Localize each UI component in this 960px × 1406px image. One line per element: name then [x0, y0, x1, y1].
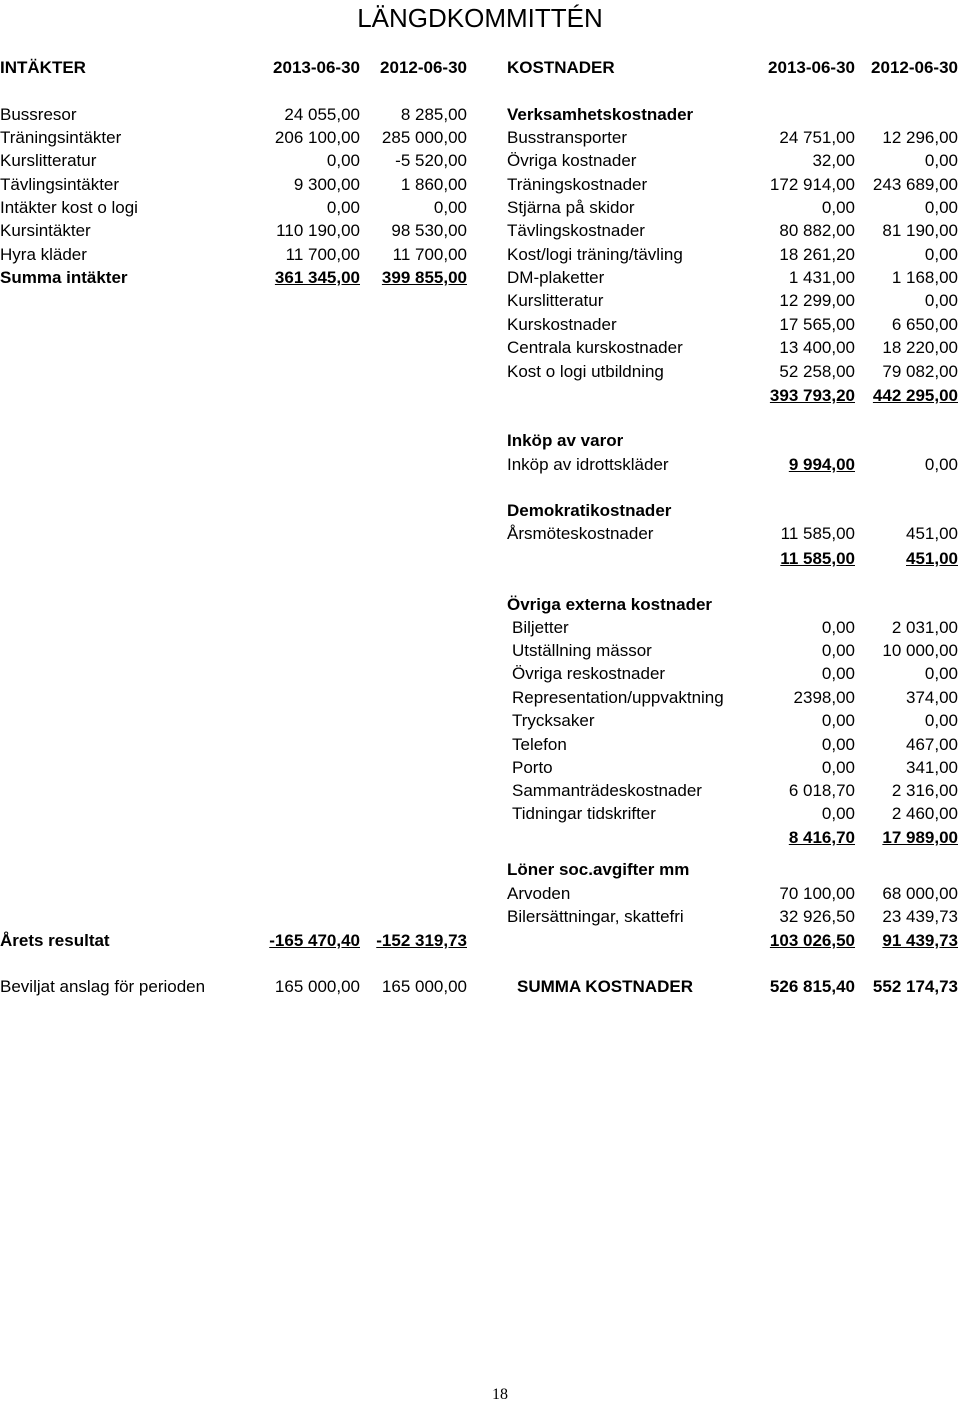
income-label: Kursintäkter — [0, 221, 91, 240]
costs-total-2013: 526 815,40 — [769, 977, 855, 996]
income-row — [0, 243, 470, 266]
income-row — [0, 103, 470, 126]
cost-label: Trycksaker — [512, 711, 595, 730]
cost-value-2013: 0,00 — [821, 711, 855, 730]
cost-label: Representation/uppvaktning — [512, 688, 724, 707]
cost-value-2013: 6 018,70 — [788, 781, 855, 800]
cost-label: Inköp av idrottskläder — [507, 455, 669, 474]
cost-value-2012: 1 168,00 — [891, 268, 958, 287]
income-value-2013: 0,00 — [326, 151, 360, 170]
cost-value-2012: 0,00 — [924, 711, 958, 730]
cost-label: DM-plaketter — [507, 268, 605, 287]
cost-value-2012: 10 000,00 — [882, 641, 958, 660]
cost-value-2012: 0,00 — [924, 151, 958, 170]
cost-row — [507, 266, 960, 289]
cost-value-2013: 0,00 — [821, 664, 855, 683]
cost-value-2013: 18 261,20 — [779, 245, 855, 264]
cost-row — [507, 802, 960, 825]
income-value-2012: 98 530,00 — [391, 221, 467, 240]
income-total-label: Summa intäkter — [0, 268, 128, 287]
subtotal-2013: 393 793,20 — [769, 386, 855, 405]
income-label: Träningsintäkter — [0, 128, 122, 147]
cost-label: Övriga kostnader — [507, 151, 637, 170]
costs-total-row — [507, 975, 960, 998]
cost-label: Kurskostnader — [507, 315, 617, 334]
cost-value-2012: 341,00 — [906, 758, 958, 777]
cost-value-2012: 6 650,00 — [891, 315, 958, 334]
cost-value-2012: 2 460,00 — [891, 804, 958, 823]
cost-value-2012: 0,00 — [924, 245, 958, 264]
cost-value-2013: 70 100,00 — [779, 884, 855, 903]
cost-row — [507, 243, 960, 266]
cost-value-2012: 18 220,00 — [882, 338, 958, 357]
cost-row — [507, 882, 960, 905]
income-row — [0, 126, 470, 149]
income-label: Kurslitteratur — [0, 151, 97, 170]
cost-value-2012: 0,00 — [924, 291, 958, 310]
cost-value-2012: 79 082,00 — [882, 362, 958, 381]
grant-2012: 165 000,00 — [381, 977, 467, 996]
cost-label: Övriga reskostnader — [512, 664, 666, 683]
cost-row — [507, 616, 960, 639]
grant-label: Beviljat anslag för perioden — [0, 977, 206, 996]
grant-2013: 165 000,00 — [274, 977, 360, 996]
income-label: Tävlingsintäkter — [0, 175, 120, 194]
cost-row — [507, 709, 960, 732]
costs-total-2012: 552 174,73 — [872, 977, 958, 996]
cost-value-2012: 374,00 — [906, 688, 958, 707]
income-value-2012: 285 000,00 — [381, 128, 467, 147]
subtotal-row — [507, 929, 960, 952]
cost-value-2012: 243 689,00 — [872, 175, 958, 194]
cost-value-2013: 13 400,00 — [779, 338, 855, 357]
cost-label: Årsmöteskostnader — [507, 524, 654, 543]
income-row — [0, 173, 470, 196]
cost-value-2013: 0,00 — [821, 641, 855, 660]
income-label: Hyra kläder — [0, 245, 87, 264]
income-row — [0, 219, 470, 242]
cost-label: Arvoden — [507, 884, 571, 903]
income-value-2013: 24 055,00 — [284, 105, 360, 124]
costs-total-label: SUMMA KOSTNADER — [517, 977, 693, 996]
income-row — [0, 196, 470, 219]
cost-label: Centrala kurskostnader — [507, 338, 683, 357]
cost-value-2012: 12 296,00 — [882, 128, 958, 147]
subtotal-row — [507, 826, 960, 849]
cost-row — [507, 733, 960, 756]
cost-value-2013: 1 431,00 — [788, 268, 855, 287]
income-total-2012: 399 855,00 — [381, 268, 467, 287]
cost-value-2012: 451,00 — [906, 524, 958, 543]
page-number: 18 — [492, 1386, 508, 1403]
income-header — [0, 56, 960, 79]
cost-row — [507, 686, 960, 709]
cost-label: Kost/logi träning/tävling — [507, 245, 683, 264]
cost-value-2013: 80 882,00 — [779, 221, 855, 240]
cost-value-2013: 9 994,00 — [788, 455, 855, 474]
cost-value-2012: 81 190,00 — [882, 221, 958, 240]
cost-value-2013: 52 258,00 — [779, 362, 855, 381]
costs-heading: KOSTNADER — [507, 58, 615, 77]
income-value-2013: 110 190,00 — [276, 221, 360, 240]
income-col1-header: 2013-06-30 — [273, 58, 360, 77]
cost-label: Sammanträdeskostnader — [512, 781, 702, 800]
cost-row — [507, 173, 960, 196]
cost-value-2012: 23 439,73 — [882, 907, 958, 926]
income-value-2012: 8 285,00 — [400, 105, 467, 124]
cost-label: Busstransporter — [507, 128, 627, 147]
cost-row — [507, 196, 960, 219]
cost-value-2013: 0,00 — [821, 804, 855, 823]
cost-label: Kost o logi utbildning — [507, 362, 664, 381]
cost-row — [507, 219, 960, 242]
cost-value-2012: 467,00 — [906, 735, 958, 754]
cost-value-2012: 0,00 — [924, 198, 958, 217]
subtotal-row — [507, 384, 960, 407]
costs-col2-header: 2012-06-30 — [871, 58, 958, 77]
income-value-2012: 1 860,00 — [400, 175, 467, 194]
cost-row — [507, 336, 960, 359]
cost-row — [507, 360, 960, 383]
income-value-2012: 0,00 — [433, 198, 467, 217]
cost-label: Bilersättningar, skattefri — [507, 907, 684, 926]
cost-row — [507, 453, 960, 476]
cost-label: Utställning mässor — [512, 641, 652, 660]
income-value-2013: 11 700,00 — [285, 245, 360, 264]
section-heading: Löner soc.avgifter mm — [507, 860, 690, 879]
income-label: Bussresor — [0, 105, 77, 124]
cost-row — [507, 149, 960, 172]
income-value-2012: -5 520,00 — [395, 151, 467, 170]
income-row — [0, 149, 470, 172]
subtotal-2013: 103 026,50 — [769, 931, 855, 950]
result-2012: -152 319,73 — [376, 931, 467, 950]
cost-row — [507, 639, 960, 662]
page-title: LÄNGDKOMMITTÉN — [357, 3, 603, 33]
cost-value-2012: 2 316,00 — [891, 781, 958, 800]
subtotal-2012: 451,00 — [906, 549, 958, 568]
cost-value-2012: 68 000,00 — [882, 884, 958, 903]
costs-col1-header: 2013-06-30 — [768, 58, 855, 77]
result-label: Årets resultat — [0, 931, 110, 950]
cost-label: Porto — [512, 758, 553, 777]
cost-value-2012: 2 031,00 — [891, 618, 958, 637]
income-value-2013: 9 300,00 — [293, 175, 360, 194]
section-heading: Demokratikostnader — [507, 501, 672, 520]
subtotal-2012: 17 989,00 — [882, 828, 958, 847]
cost-row — [507, 313, 960, 336]
cost-value-2013: 32 926,50 — [779, 907, 855, 926]
cost-value-2013: 0,00 — [821, 618, 855, 637]
cost-label: Stjärna på skidor — [507, 198, 635, 217]
cost-value-2013: 0,00 — [821, 198, 855, 217]
cost-label: Träningskostnader — [507, 175, 648, 194]
cost-value-2013: 12 299,00 — [779, 291, 855, 310]
income-value-2012: 11 700,00 — [392, 245, 467, 264]
cost-value-2013: 11 585,00 — [780, 524, 855, 543]
cost-value-2013: 172 914,00 — [769, 175, 855, 194]
cost-label: Tidningar tidskrifter — [512, 804, 656, 823]
cost-value-2012: 0,00 — [924, 664, 958, 683]
income-value-2013: 0,00 — [326, 198, 360, 217]
income-heading: INTÄKTER — [0, 58, 86, 77]
cost-row — [507, 522, 960, 545]
section-heading: Övriga externa kostnader — [507, 595, 713, 614]
cost-row — [507, 126, 960, 149]
cost-row — [507, 289, 960, 312]
subtotal-2013: 11 585,00 — [780, 549, 855, 568]
cost-row — [507, 779, 960, 802]
cost-label: Telefon — [512, 735, 567, 754]
subtotal-2012: 442 295,00 — [872, 386, 958, 405]
cost-value-2012: 0,00 — [924, 455, 958, 474]
income-value-2013: 206 100,00 — [274, 128, 360, 147]
cost-row — [507, 756, 960, 779]
section-heading: Verksamhetskostnader — [507, 105, 694, 124]
cost-row — [507, 905, 960, 928]
income-label: Intäkter kost o logi — [0, 198, 138, 217]
subtotal-2012: 91 439,73 — [882, 931, 958, 950]
income-col2-header: 2012-06-30 — [380, 58, 467, 77]
result-row — [0, 929, 470, 952]
cost-value-2013: 0,00 — [821, 735, 855, 754]
income-total-2013: 361 345,00 — [274, 268, 360, 287]
cost-value-2013: 17 565,00 — [779, 315, 855, 334]
cost-label: Biljetter — [512, 618, 569, 637]
subtotal-row — [507, 547, 960, 570]
grant-row — [0, 975, 470, 998]
result-2013: -165 470,40 — [269, 931, 360, 950]
cost-label: Tävlingskostnader — [507, 221, 645, 240]
income-total-row — [0, 266, 470, 289]
cost-value-2013: 0,00 — [821, 758, 855, 777]
section-heading: Inköp av varor — [507, 431, 624, 450]
cost-value-2013: 24 751,00 — [779, 128, 855, 147]
cost-label: Kurslitteratur — [507, 291, 604, 310]
cost-value-2013: 2398,00 — [793, 688, 855, 707]
cost-value-2013: 32,00 — [812, 151, 855, 170]
subtotal-2013: 8 416,70 — [788, 828, 855, 847]
cost-row — [507, 662, 960, 685]
